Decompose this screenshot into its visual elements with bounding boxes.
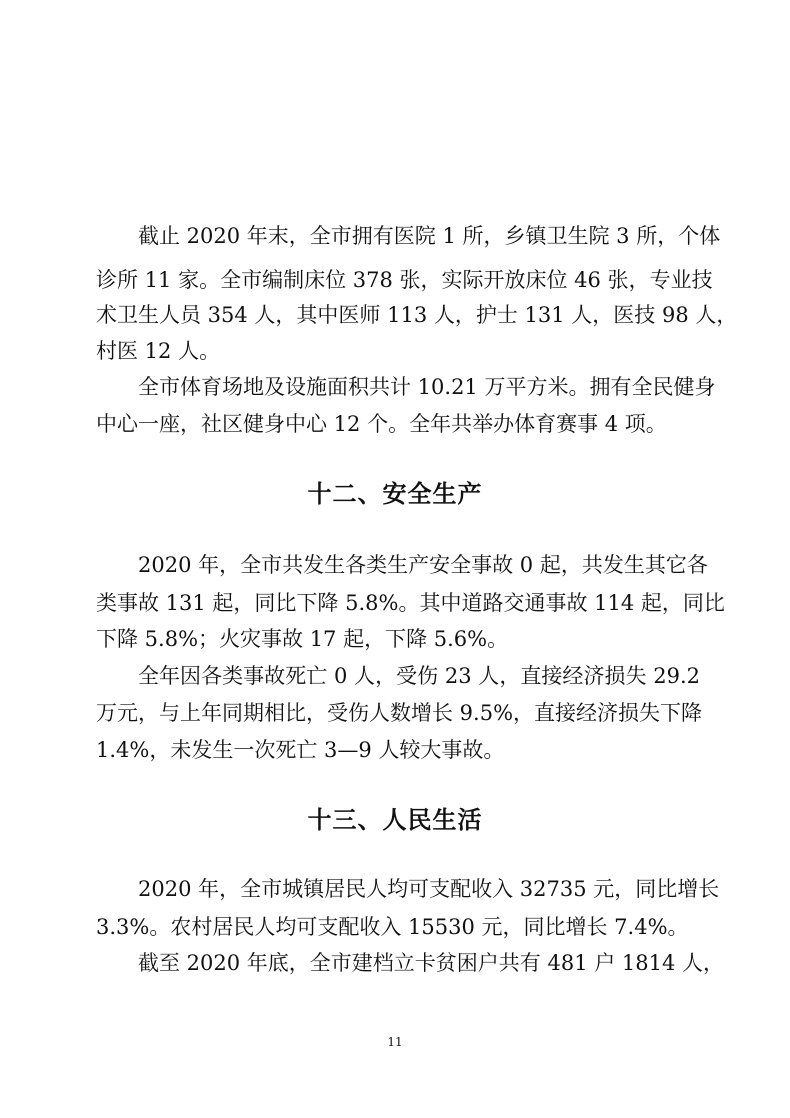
paragraph-line: 2020 年，全市城镇居民人均可支配收入 32735 元，同比增长 — [138, 877, 720, 901]
paragraph-line: 万元，与上年同期相比，受伤人数增长 9.5%，直接经济损失下降 — [96, 701, 703, 725]
section-heading-safety: 十二、安全生产 — [307, 480, 483, 508]
paragraph-line: 诊所 11 家。全市编制床位 378 张，实际开放床位 46 张，专业技 — [96, 268, 713, 292]
paragraph-line: 1.4%，未发生一次死亡 3—9 人较大事故。 — [96, 738, 505, 762]
paragraph-line: 村医 12 人。 — [96, 339, 221, 363]
paragraph-line: 全年因各类事故死亡 0 人，受伤 23 人，直接经济损失 29.2 — [138, 664, 700, 688]
paragraph-line: 下降 5.8%；火灾事故 17 起，下降 5.6%。 — [96, 627, 509, 651]
page-number: 11 — [387, 1035, 403, 1049]
section-heading-livelihood: 十三、人民生活 — [307, 806, 483, 834]
paragraph-line: 术卫生人员 354 人，其中医师 113 人，护士 131 人，医技 98 人， — [96, 303, 738, 327]
paragraph-line: 截止 2020 年末，全市拥有医院 1 所，乡镇卫生院 3 所，个体 — [138, 224, 721, 248]
paragraph-line: 2020 年，全市共发生各类生产安全事故 0 起，共发生其它各 — [138, 553, 708, 577]
paragraph-line: 截至 2020 年底，全市建档立卡贫困户共有 481 户 1814 人， — [138, 951, 725, 975]
paragraph-line: 3.3%。农村居民人均可支配收入 15530 元，同比增长 7.4%。 — [96, 915, 689, 939]
paragraph-line: 中心一座，社区健身中心 12 个。全年共举办体育赛事 4 项。 — [96, 412, 667, 436]
paragraph-line: 全市体育场地及设施面积共计 10.21 万平方米。拥有全民健身 — [138, 375, 716, 399]
paragraph-line: 类事故 131 起，同比下降 5.8%。其中道路交通事故 114 起，同比 — [96, 591, 725, 615]
